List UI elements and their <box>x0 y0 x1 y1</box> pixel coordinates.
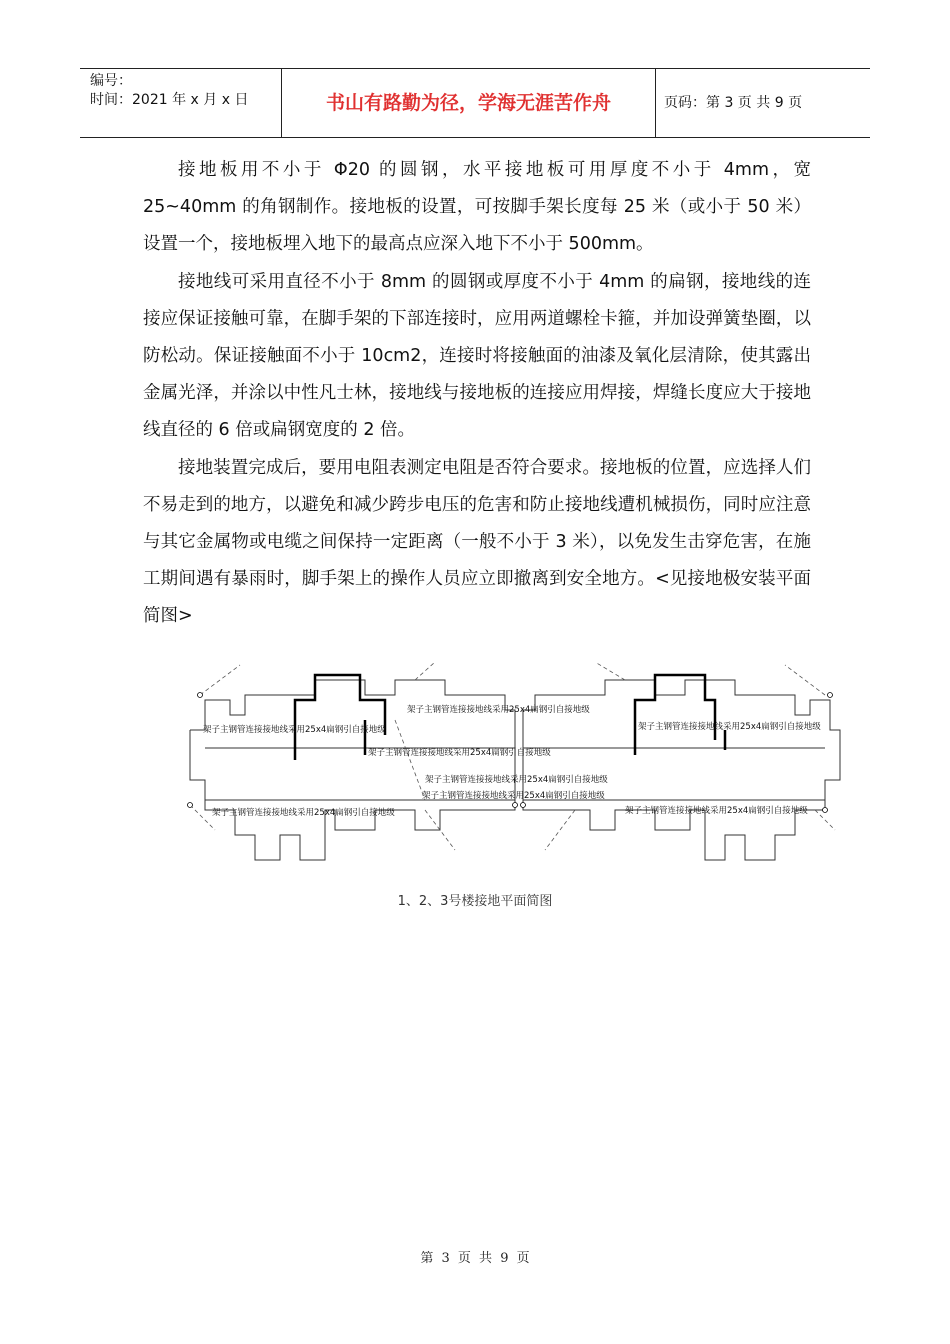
number-label: 编号： <box>90 73 132 89</box>
figure-label-7: 架子主钢管连接接地线采用25x4扁钢引自接地级 <box>638 722 821 732</box>
figure-label-3: 架子主钢管连接接地线采用25x4扁钢引自接地级 <box>368 748 551 758</box>
paragraph-grounding-test: 接地装置完成后，要用电阻表测定电阻是否符合要求。接地板的位置，应选择人们不易走到的地方，以避免和减少跨步电压的危害和防止接地线遭机械损伤，同时应注意与其它金属物或电缆之间保持一定距离（一般不小于 3 米），以免发生击穿危害，在施工期间遇有暴雨时，脚手架上的操作人员应立即撤离到安全地方。<见接地极安装平面简图> <box>143 458 811 626</box>
body-text <box>143 152 811 636</box>
figure-caption: 1、2、3号楼接地平面简图 <box>397 894 553 909</box>
header-motto: 书山有路勤为径，学海无涯苦作舟 <box>281 69 656 137</box>
figure-label-5: 架子主钢管连接接地线采用25x4扁钢引自接地级 <box>422 791 605 801</box>
paragraph-grounding-wire: 接地线可采用直径不小于 8mm 的圆钢或厚度不小于 4mm 的扁钢，接地线的连接应保证接触可靠，在脚手架的下部连接时，应用两道螺栓卡箍，并加设弹簧垫圈，以防松动。保证接触面不小于 10cm2，连接时将接触面的油漆及氧化层清除，使其露出金属光泽，并涂以中性凡士林，接地线与接地板的连接应用焊接，焊缝长度应大于接地线直径的 6 倍或扁钢宽度的 2 倍。 <box>143 272 811 440</box>
document-header <box>80 68 870 138</box>
figure-label-8: 架子主钢管连接接地线采用25x4扁钢引自接地级 <box>625 806 808 816</box>
grounding-plan-drawing <box>185 660 845 870</box>
page-footer: 第 3 页 共 9 页 <box>420 1251 530 1266</box>
figure-label-6: 架子主钢管连接接地线采用25x4扁钢引自接地级 <box>212 808 395 818</box>
figure-label-4: 架子主钢管连接接地线采用25x4扁钢引自接地级 <box>425 775 608 785</box>
figure-label-1: 架子主钢管连接接地线采用25x4扁钢引自接地级 <box>203 725 386 735</box>
header-page-label: 页码：第 3 页 共 9 页 <box>664 95 803 111</box>
grounding-plan-figure <box>185 660 845 870</box>
date-label: 时间：2021 年 x 月 x 日 <box>90 92 249 108</box>
header-meta <box>80 69 281 140</box>
figure-label-2: 架子主钢管连接接地线采用25x4扁钢引自接地级 <box>407 705 590 715</box>
paragraph-grounding-plate: 接地板用不小于 Φ20 的圆钢，水平接地板可用厚度不小于 4mm，宽 25~40mm 的角钢制作。接地板的设置，可按脚手架长度每 25 米（或小于 50 米）设置一个，接地板埋入地下的最高点应深入地下不小于 500mm。 <box>143 160 811 254</box>
